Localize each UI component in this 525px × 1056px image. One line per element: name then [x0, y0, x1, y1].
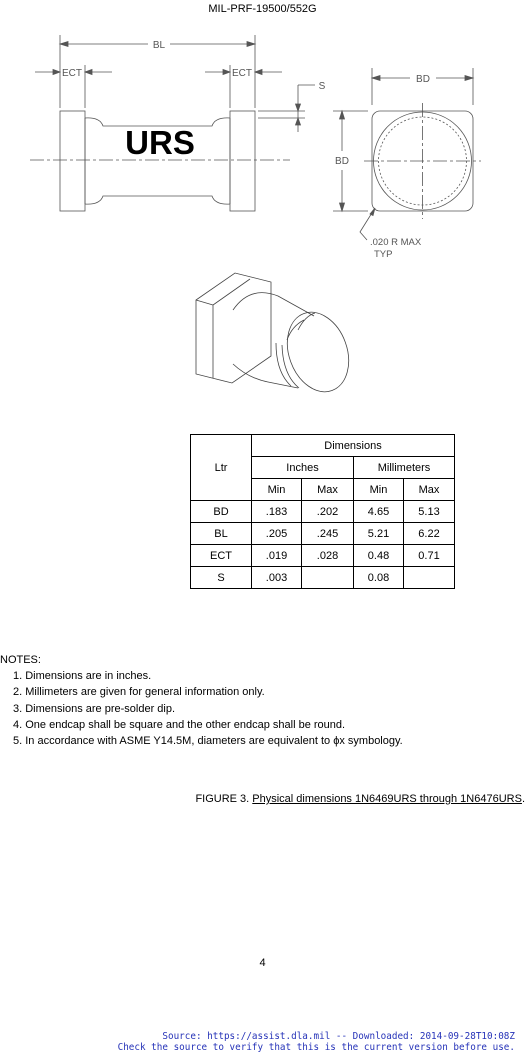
cell-ltr: ECT [191, 545, 252, 567]
document-header: MIL-PRF-19500/552G [208, 3, 317, 15]
ect-right-label: ECT [232, 68, 252, 79]
source-footer [118, 1031, 515, 1053]
bl-label: BL [152, 40, 166, 51]
header-inches: Inches [252, 457, 354, 479]
device-label: URS [125, 124, 195, 161]
caption-suffix: . [521, 793, 525, 805]
cell-mm-min: 0.48 [354, 545, 404, 567]
notes-section [0, 652, 403, 749]
s-label: S [318, 81, 326, 92]
cell-mm-max: 0.71 [404, 545, 455, 567]
radius-label-line2: TYP [374, 249, 393, 260]
cell-in-min: .205 [252, 523, 302, 545]
header-dimensions: Dimensions [252, 435, 455, 457]
cell-mm-min: 5.21 [354, 523, 404, 545]
ect-left-label: ECT [62, 68, 82, 79]
page-number: 4 [259, 957, 266, 969]
note-item: 5. In accordance with ASME Y14.5M, diameters are equivalent to ϕx symbology. [13, 735, 403, 748]
cell-mm-min: 4.65 [354, 501, 404, 523]
notes-title: NOTES: [0, 654, 41, 666]
header-mm-min: Min [354, 479, 404, 501]
table-row [191, 545, 455, 567]
cell-in-max [302, 567, 354, 589]
table-row [191, 567, 455, 589]
table-row [191, 501, 455, 523]
bd-top-label: BD [416, 74, 430, 85]
note-item: 2. Millimeters are given for general information only. [13, 686, 265, 699]
cell-in-max: .202 [302, 501, 354, 523]
cell-in-min: .019 [252, 545, 302, 567]
cell-ltr: BD [191, 501, 252, 523]
note-item: 3. Dimensions are pre-solder dip. [13, 702, 176, 715]
mechanical-drawing [0, 20, 525, 420]
cell-in-min: .183 [252, 501, 302, 523]
cell-mm-max: 5.13 [404, 501, 455, 523]
header-millimeters: Millimeters [354, 457, 455, 479]
cell-ltr: S [191, 567, 252, 589]
caption-title: Physical dimensions 1N6469URS through 1N6476URS [252, 793, 522, 805]
header-in-min: Min [252, 479, 302, 501]
footer-check-line: Check the source to verify that this is the current version before use. [117, 1042, 515, 1053]
cell-ltr: BL [191, 523, 252, 545]
note-item: 4. One endcap shall be square and the other endcap shall be round. [13, 718, 346, 731]
cell-mm-max: 6.22 [404, 523, 455, 545]
cell-mm-max [404, 567, 455, 589]
header-in-max: Max [302, 479, 354, 501]
header-mm-max: Max [404, 479, 455, 501]
radius-label-line1: .020 R MAX [370, 237, 422, 248]
cell-mm-min: 0.08 [354, 567, 404, 589]
cell-in-min: .003 [252, 567, 302, 589]
caption-prefix: FIGURE 3. [195, 793, 253, 805]
table-row [191, 523, 455, 545]
bd-side-label: BD [335, 156, 349, 167]
side-view [30, 35, 326, 211]
header-ltr: Ltr [191, 435, 252, 501]
table-header-row [191, 435, 455, 457]
cell-in-max: .245 [302, 523, 354, 545]
end-view [333, 68, 481, 260]
note-item: 1. Dimensions are in inches. [13, 670, 152, 683]
dimensions-table [190, 434, 455, 589]
isometric-view [196, 273, 359, 400]
figure-caption [195, 793, 525, 805]
cell-in-max: .028 [302, 545, 354, 567]
footer-source-line: Source: https://assist.dla.mil -- Downloaded: 2014-09-28T10:08Z [162, 1031, 515, 1042]
